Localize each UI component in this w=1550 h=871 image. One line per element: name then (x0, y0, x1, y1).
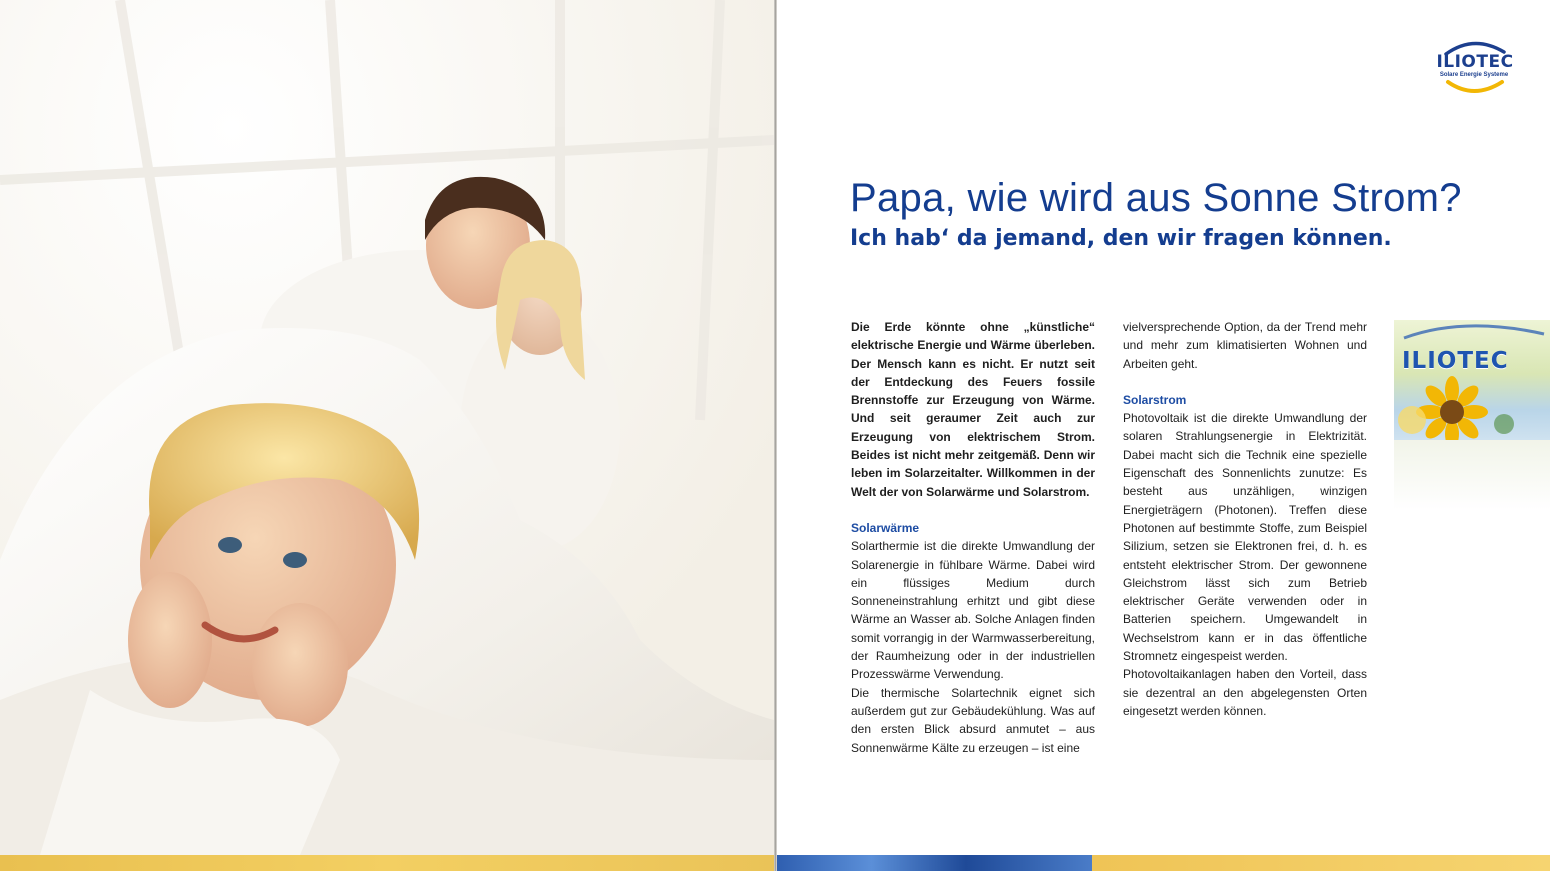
paragraph: Die thermische Solartechnik eignet sich außerdem gut zur Gebäudekühlung. Was auf den ersten Blick absurd anmutet – aus Sonnenwärme Kälte zu erzeugen – ist eine (851, 685, 1095, 755)
intro-paragraph: Die Erde könnte ohne „künstliche“ elektrische Energie und Wärme überleben. Der Mensch kann es nicht. Er nutzt seit der Entdeckung des Feuers fossile Brennstoffe zur Erzeugung von Wärme. Und seit geraumer Zeit auch zur Erzeugung von elektrischem Strom. Beides ist nicht mehr zeitgemäß. Denn wir leben im Solarzeitalter. Willkommen in der Welt der von Solarwärme und Solarstrom. (851, 320, 1095, 499)
thumbnail-label: ILIOTEC (1402, 348, 1509, 374)
paragraph: Photovoltaik ist die direkte Umwandlung der solaren Strahlungsenergie in Elektrizität. Dabei macht sich die Technik eine spezielle Eigenschaft des Sonnenlichts zunutze: Es besteht aus unzähligen, winzigen Energieträgern (Photonen). Treffen diese Photonen auf bestimmte Stoffe, zum Beispiel Silizium, setzen sie Elektronen frei, d. h. es entsteht elektrischer Strom. Der gewonnene Gleichstrom lässt sich zum Betrieb elektrischer Geräte verwenden oder in Batterien speichern. Umgewandelt in Wechselstrom kann er in das öffentliche Stromnetz eingespeist werden. (1123, 411, 1367, 664)
logo-tagline: Solare Energie Systeme (1439, 72, 1509, 78)
page-headline: Papa, wie wird aus Sonne Strom? (850, 176, 1462, 220)
paragraph: Solarthermie ist die direkte Umwandlung der Solarenergie in fühlbare Wärme. Dabei wird ein flüssiges Medium durch Sonneneinstrahlung erhitzt und gibt diese Wärme an Wasser ab. Solche Anlagen finden somit vorrangig in der Warmwasserbereitung, der Raumheizung oder in der industriellen Prozesswärme Verwendung. (851, 539, 1095, 682)
bottom-strip-yellow-right (1092, 855, 1550, 871)
paragraph: Photovoltaikanlagen haben den Vorteil, dass sie dezentral an den abgelegensten Orten eingesetzt werden können. (1123, 667, 1367, 718)
text-column-2 (1123, 318, 1367, 720)
iliotec-logo (1424, 40, 1524, 94)
thumbnail-reflection (1394, 440, 1550, 510)
text-column-1 (851, 318, 1095, 757)
family-photo-illustration (0, 0, 774, 855)
bottom-strip-blue (777, 855, 1092, 871)
paragraph: vielversprechende Option, da der Trend mehr und mehr zum klimatisierten Wohnen und Arbeiten geht. (1123, 320, 1367, 371)
page-subheadline: Ich hab‘ da jemand, den wir fragen können. (850, 226, 1392, 251)
logo-name: ILIOTEC (1436, 52, 1514, 72)
iliotec-thumbnail-image (1394, 320, 1550, 440)
sunflower-icon (1394, 320, 1550, 440)
family-photo (0, 0, 774, 855)
section-title-solarstrom: Solarstrom (1123, 392, 1187, 407)
section-title-solarwaerme: Solarwärme (851, 520, 920, 535)
page-gutter (774, 0, 777, 871)
bottom-strip-yellow-left (0, 855, 774, 871)
